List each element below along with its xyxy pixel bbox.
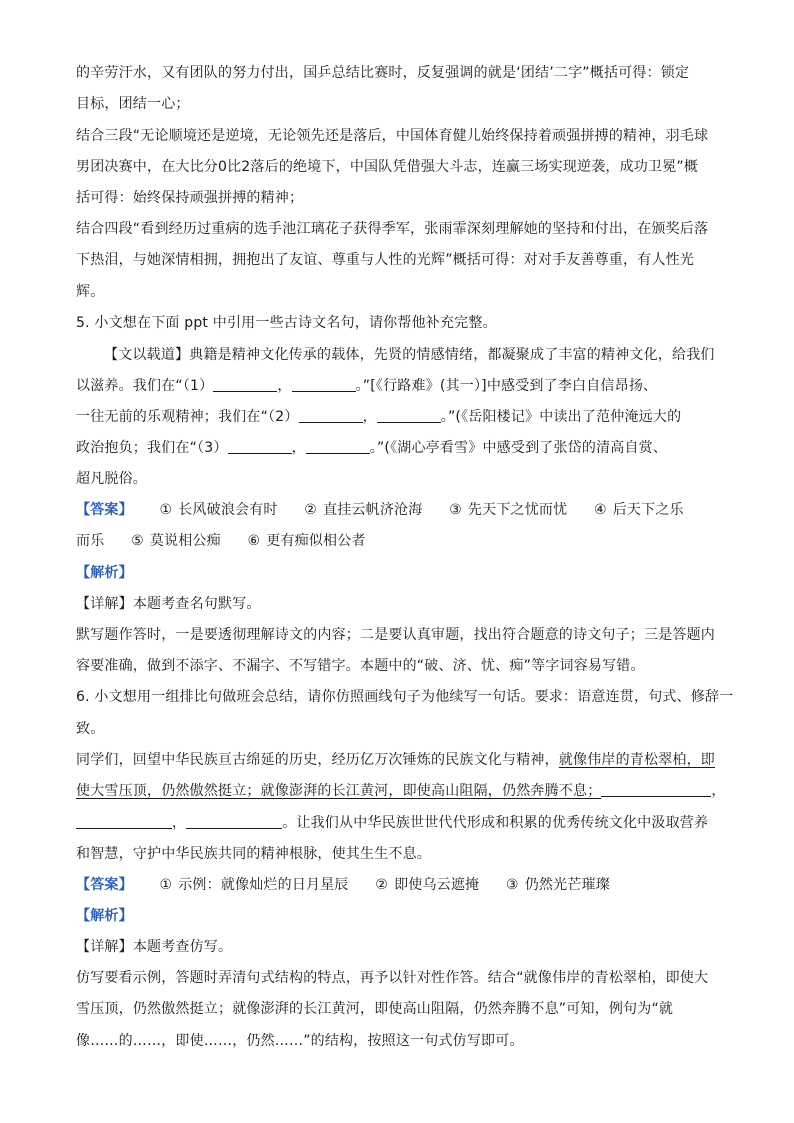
- answer-text: 即使乌云遮掩: [394, 877, 480, 893]
- circled-number: ③: [449, 502, 462, 518]
- text-line: 结合四段“看到经历过重病的选手池江璃花子获得季军，张雨霏深刻理解她的坚持和付出，在颁奖后落: [76, 221, 709, 237]
- fill-blank: [228, 439, 292, 454]
- text-segment: 以滋养。我们在“（1）: [76, 378, 214, 394]
- underlined-sentence: 就像伟岸的青松翠柏，即: [558, 752, 716, 768]
- text-segment: 同学们，回望中华民族亘古绵延的历史，经历亿万次锤炼的民族文化与精神，: [76, 752, 559, 768]
- ppt-text-line: 【文以载道】典籍是精神文化传承的载体，先贤的情感情绪，都凝聚成了丰富的精神文化，给我们: [104, 347, 715, 363]
- separator: ，: [711, 783, 726, 799]
- text-line: 男团决赛中，在大比分0比2落后的绝境下，中国队凭借强大斗志，连赢三场实现逆袭，成功卫冕”概: [76, 159, 699, 175]
- text-line: 目标，团结一心；: [76, 96, 190, 112]
- answer-text: 更有痴似相公者: [266, 533, 366, 549]
- text-line: 结合三段“无论顺境还是逆境，无论领先还是落后，中国体育健儿始终保持着顽强拼搏的精神，羽毛球: [76, 128, 709, 144]
- fill-blank: [601, 782, 711, 797]
- answer-tag: 【答案】: [76, 502, 133, 518]
- fill-blank: [299, 408, 363, 423]
- explanation-line: 容要准确，做到不添字、不漏字、不写错字。本题中的“破、济、忧、痴”等字词容易写错。: [76, 658, 645, 674]
- fill-blank: [76, 814, 172, 829]
- answer-text: 示例：就像灿烂的日月星辰: [178, 877, 349, 893]
- passage-line: [76, 750, 726, 770]
- answer-text: 而乐: [76, 533, 105, 549]
- text-segment: 。让我们从中华民族世世代代形成和积累的优秀传统文化中汲取营养: [282, 815, 709, 831]
- detail-tag: 【详解】: [76, 596, 133, 612]
- fill-blank: [292, 377, 356, 392]
- ppt-text-line: [76, 438, 726, 458]
- detail-text: 本题考查仿写。: [132, 939, 233, 955]
- passage-line: [76, 781, 726, 801]
- passage-line: 和智慧，守护中华民族共同的精神根脉，使其生生不息。: [76, 846, 431, 862]
- answer-text: 直挂云帆济沧海: [323, 502, 423, 518]
- answer-text: 仍然光芒璀璨: [524, 877, 610, 893]
- circled-number: ③: [505, 877, 519, 893]
- analysis-tag: 【解析】: [76, 908, 133, 924]
- text-line: 下热泪，与她深情相拥，拥抱出了友谊、尊重与人性的光辉”概括可得：对对手友善尊重，有人性光: [76, 252, 695, 268]
- answer-text: 先天下之忧而忧: [467, 502, 568, 518]
- circled-number: ①: [159, 502, 173, 518]
- fill-blank: [377, 408, 441, 423]
- underlined-sentence: 使大雪压顶，仍然傲然挺立；就像澎湃的长江黄河，即使高山阻隔，仍然奔腾不息；: [76, 783, 602, 799]
- explanation-line: 像……的……，即使……，仍然……”的结构，按照这一句式仿写即可。: [76, 1033, 524, 1049]
- text-segment: 。”[《行路难》(其一）]中感受到了李白自信昂扬、: [355, 378, 658, 394]
- answer-line: [76, 500, 726, 520]
- circled-number: ②: [304, 502, 318, 518]
- passage-line: [76, 813, 726, 833]
- question-5-stem: 5. 小文想在下面 ppt 中引用一些古诗文名句，请你帮他补充完整。: [76, 315, 497, 331]
- text-segment: 一往无前的乐观精神；我们在“（2）: [76, 409, 299, 425]
- text-segment: 。”(《岳阳楼记》中读出了范仲淹远大的: [440, 409, 682, 425]
- explanation-line: 仿写要看示例，答题时弄清句式结构的特点，再予以针对性作答。结合“就像伟岸的青松翠柏，即使大: [76, 970, 709, 986]
- circled-number: ⑤: [131, 533, 144, 549]
- separator: ，: [291, 440, 306, 456]
- text-segment: 。”(《湖心亭看雪》中感受到了张岱的清高自赏、: [369, 440, 668, 456]
- text-line: 辉。: [76, 284, 105, 300]
- question-6-stem: 致。: [76, 721, 105, 737]
- analysis-heading: [76, 563, 726, 583]
- detail-line: [76, 594, 726, 614]
- answer-line: [76, 875, 726, 895]
- analysis-tag: 【解析】: [76, 565, 133, 581]
- ppt-text-line: 超凡脱俗。: [76, 471, 147, 487]
- text-line: 括可得：始终保持顽强拼搏的精神；: [76, 190, 304, 206]
- fill-blank: [306, 439, 370, 454]
- circled-number: ⑥: [247, 533, 261, 549]
- fill-blank: [186, 814, 282, 829]
- answer-tag: 【答案】: [76, 877, 133, 893]
- detail-line: [76, 937, 726, 957]
- detail-text: 本题考查名句默写。: [132, 596, 261, 612]
- detail-tag: 【详解】: [76, 939, 133, 955]
- text-line: 的辛劳汗水，又有团队的努力付出，国乒总结比赛时，反复强调的就是‘团结’二字”概括可得：锁定: [76, 65, 690, 81]
- ppt-text-line: [76, 376, 726, 396]
- circled-number: ①: [159, 877, 173, 893]
- analysis-heading: [76, 906, 726, 926]
- circled-number: ④: [593, 502, 607, 518]
- question-6-stem: 6. 小文想用一组排比句做班会总结，请你仿照画线句子为他续写一句话。要求：语意连贯，句式、修辞一: [76, 689, 734, 705]
- answer-text: 莫说相公痴: [149, 533, 221, 549]
- explanation-line: 默写题作答时，一是要透彻理解诗文的内容；二是要认真审题，找出符合题意的诗文句子；三是答题内: [76, 627, 715, 643]
- separator: ，: [362, 409, 377, 425]
- ppt-text-line: [76, 407, 726, 427]
- answer-line: [76, 531, 726, 551]
- circled-number: ②: [375, 877, 389, 893]
- explanation-line: 雪压顶，仍然傲然挺立；就像澎湃的长江黄河，即使高山阻隔，仍然奔腾不息”可知，例句为“就: [76, 1001, 674, 1017]
- separator: ，: [172, 815, 187, 831]
- answer-text: 后天下之乐: [612, 502, 684, 518]
- text-segment: 政治抱负；我们在“（3）: [76, 440, 228, 456]
- answer-text: 长风破浪会有时: [178, 502, 278, 518]
- fill-blank: [213, 377, 277, 392]
- separator: ，: [277, 378, 292, 394]
